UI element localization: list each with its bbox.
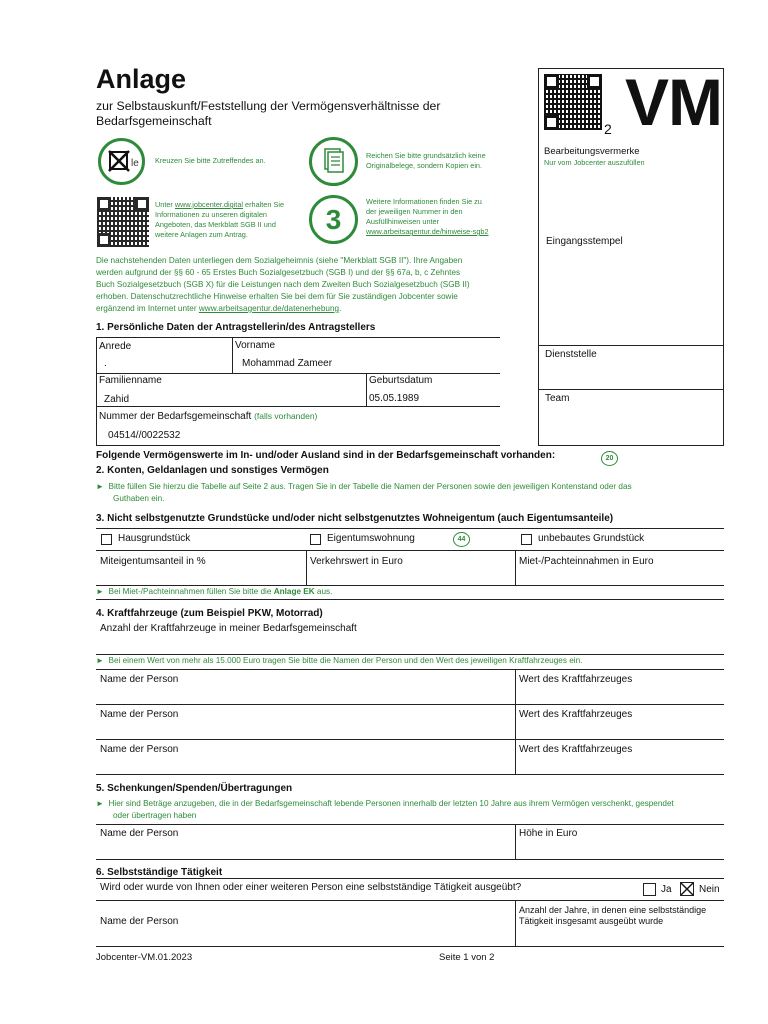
section-2-hint: ► Bitte füllen Sie hierzu die Tabelle auf Seite 2 aus. Tragen Sie in der Tabelle die Namen der Personen sowie den jeweiligen Kontenstand oder das Guthaben ein. [96,482,632,503]
vehicle-owner-3-field[interactable]: Name der Person [100,744,179,755]
ref-line-3: Ausfüllhinweisen unter [366,217,440,226]
number-three-icon: 3 [309,195,358,244]
vehicle-owner-2-field[interactable]: Name der Person [100,709,179,720]
dienststelle-label: Dienststelle [545,349,597,360]
section-2-title: 2. Konten, Geldanlagen und sonstiges Vermögen [96,465,329,476]
unbebautes-grundstueck-checkbox[interactable] [521,534,532,545]
self-employed-years-field[interactable] [519,905,706,927]
ref-line-1: Weitere Informationen finden Sie zu [366,197,482,206]
eigentumswohnung-label: Eigentumswohnung [327,533,415,544]
anrede-label: Anrede [99,341,132,352]
checkbox-info-icon [98,138,145,185]
vehicle-value-2-field[interactable]: Wert des Kraftfahrzeuges [519,709,633,720]
privacy-line-2: werden aufgrund der §§ 60 - 65 Erstes Buch Sozialgesetzbuch (SGB I) und der §§ 67a, b, c Zehntes [96,268,461,277]
hinweise-link[interactable]: www.arbeitsagentur.de/hinweise-sgb2 [366,227,489,236]
info-badge-20: 20 [601,451,618,466]
jobcenter-digital-link[interactable]: www.jobcenter.digital [174,200,244,209]
form-id: Jobcenter-VM.01.2023 [96,952,193,963]
familienname-label: Familienname [99,375,162,386]
page-subtitle [96,99,441,129]
nein-label: Nein [699,884,720,895]
tick-instruction: Kreuzen Sie bitte Zutreffendes an. [155,156,266,165]
bearbeitung-label: Bearbeitungsvermerke [544,146,640,157]
self-employment-question: Wird oder wurde von Ihnen oder einer weiteren Person eine selbstständige Tätigkeit ausgeübt? [100,882,522,893]
page-number: Seite 1 von 2 [439,952,495,963]
vehicle-owner-1-field[interactable]: Name der Person [100,674,179,685]
qr-code-jobcenter-icon [97,197,149,247]
ja-checkbox[interactable] [643,883,656,896]
arrow-right-icon: ► [96,799,104,808]
svg-text:le: le [131,158,139,169]
section-4-title: 4. Kraftfahrzeuge (zum Beispiel PKW, Motorrad) [96,608,323,619]
privacy-line-1: Die nachstehenden Daten unterliegen dem Sozialgeheimnis (siehe "Merkblatt SGB II"). Ihre Angaben [96,256,463,265]
vehicle-count-field[interactable]: Anzahl der Kraftfahrzeuge in meiner Bedarfsgemeinschaft [100,623,357,634]
geburtsdatum-field[interactable]: 05.05.1989 [369,393,420,404]
copies-instruction [366,151,486,171]
gift-person-field[interactable]: Name der Person [100,828,179,839]
reference-info [366,197,489,237]
bg-number-field[interactable]: 04514//0022532 [108,430,181,441]
privacy-notice: Die nachstehenden Daten unterliegen dem Sozialgeheimnis (siehe "Merkblatt SGB II"). Ihre Angaben werden aufgrund der §§ 60 - 65 Erstes Buch Sozialgesetzbuch (SGB I) und der §§ 67a, b, c Zehntes Buch Sozialgesetzbuch (SGB X) für die Leistungen nach dem Zweiten Buch Sozialgesetzbuch (SGB II) erhoben. Datenschutzrechtliche Hinweise erhalten Sie bei dem für Sie zuständigen Jobcenter sowie ergänzend im Internet unter www.arbeitsagentur.de/datenerhebung. [96,255,516,315]
self-employed-person-field[interactable]: Name der Person [100,916,179,927]
mieteinnahmen-field[interactable]: Miet-/Pachteinnahmen in Euro [519,556,654,567]
jobcenter-digital-info: Unter www.jobcenter.digital erhalten Sie Informationen zu unseren digitalen Angeboten, das Merkblatt SGB II und weitere Anlagen zum Antrag. [155,200,285,239]
nein-checkbox[interactable] [680,882,694,896]
eingangsstempel-label: Eingangsstempel [546,236,623,247]
years-line-1: Anzahl der Jahre, in denen eine selbstständige [519,905,707,915]
arrow-right-icon: ► [96,656,104,665]
vehicle-value-3-field[interactable]: Wert des Kraftfahrzeuges [519,744,633,755]
hausgrundstueck-label: Hausgrundstück [118,533,191,544]
verkehrswert-field[interactable]: Verkehrswert in Euro [310,556,403,567]
jc-line-4: weitere Anlagen zum Antrag. [155,230,248,239]
form-code-suffix: 2 [604,121,612,137]
bearbeitung-note: Nur vom Jobcenter auszufüllen [544,158,645,167]
vehicle-value-1-field[interactable]: Wert des Kraftfahrzeuges [519,674,633,685]
copies-line-2: Originalbelege, sondern Kopien ein. [366,161,483,170]
ref-line-2: der jeweiligen Nummer in den [366,207,463,216]
ja-label: Ja [661,884,672,895]
bg-number-label: Nummer der Bedarfsgemeinschaft (falls vorhanden) [99,411,318,422]
years-line-2: Tätigkeit insgesamt ausgeübt wurde [519,916,664,926]
copies-info-icon [309,137,358,186]
privacy-line-3: Buch Sozialgesetzbuch (SGB X) für die Leistungen nach dem Zweiten Buch Sozialgesetzbuch (SGB II) [96,280,470,289]
section-5-hint: ► Hier sind Beträge anzugeben, die in der Bedarfsgemeinschaft lebende Personen innerhalb der letzten 10 Jahre aus ihrem Vermögen verschenkt, gespendet oder übertragen haben [96,799,674,820]
section-4-hint: ► Bei einem Wert von mehr als 15.000 Euro tragen Sie bitte die Namen der Person und den Wert des jeweiligen Kraftfahrzeuges ein. [96,656,583,665]
privacy-line-4: erhoben. Datenschutzrechtliche Hinweise erhalten Sie bei dem für Sie zuständigen Jobcenter sowie [96,292,458,301]
section-1-title: 1. Persönliche Daten der Antragstellerin/des Antragstellers [96,322,376,333]
jc-line-3: Angeboten, das Merkblatt SGB II und [155,220,276,229]
arrow-right-icon: ► [96,587,104,596]
geburtsdatum-label: Geburtsdatum [369,375,433,386]
unbebautes-grundstueck-label: unbebautes Grundstück [538,533,645,544]
familienname-field[interactable]: Zahid [104,394,130,405]
qr-code-form-icon [544,74,602,130]
copies-line-1: Reichen Sie bitte grundsätzlich keine [366,151,486,160]
assets-intro: Folgende Vermögenswerte im In- und/oder Ausland sind in der Bedarfsgemeinschaft vorhanden: [96,450,556,461]
section-6-title: 6. Selbstständige Tätigkeit [96,867,223,878]
section-3-title: 3. Nicht selbstgenutzte Grundstücke und/oder nicht selbstgenutztes Wohneigentum (auch Eigentumsanteile) [96,513,614,524]
subtitle-line-2: Bedarfsgemeinschaft [96,114,212,128]
datenerhebung-link[interactable]: www.arbeitsagentur.de/datenerhebung [198,304,340,313]
team-label: Team [545,393,570,404]
section-3-hint: ► Bei Miet-/Pachteinnahmen füllen Sie bitte die Anlage EK aus. [96,587,333,596]
subtitle-line-1: zur Selbstauskunft/Feststellung der Vermögensverhältnisse der [96,99,441,113]
anrede-field[interactable]: . [104,358,107,369]
gift-amount-field[interactable]: Höhe in Euro [519,828,578,839]
arrow-right-icon: ► [96,482,104,491]
eigentumswohnung-checkbox[interactable] [310,534,321,545]
info-badge-44: 44 [453,532,470,547]
jc-line-2: Informationen zu unseren digitalen [155,210,267,219]
hausgrundstueck-checkbox[interactable] [101,534,112,545]
vorname-label: Vorname [235,340,276,351]
miteigentumsanteil-field[interactable]: Miteigentumsanteil in % [100,556,206,567]
checked-x-icon [681,883,693,895]
form-code: VM [625,65,722,139]
vorname-field[interactable]: Mohammad Zameer [242,358,333,369]
section-5-title: 5. Schenkungen/Spenden/Übertragungen [96,783,293,794]
page-title: Anlage [96,64,187,94]
